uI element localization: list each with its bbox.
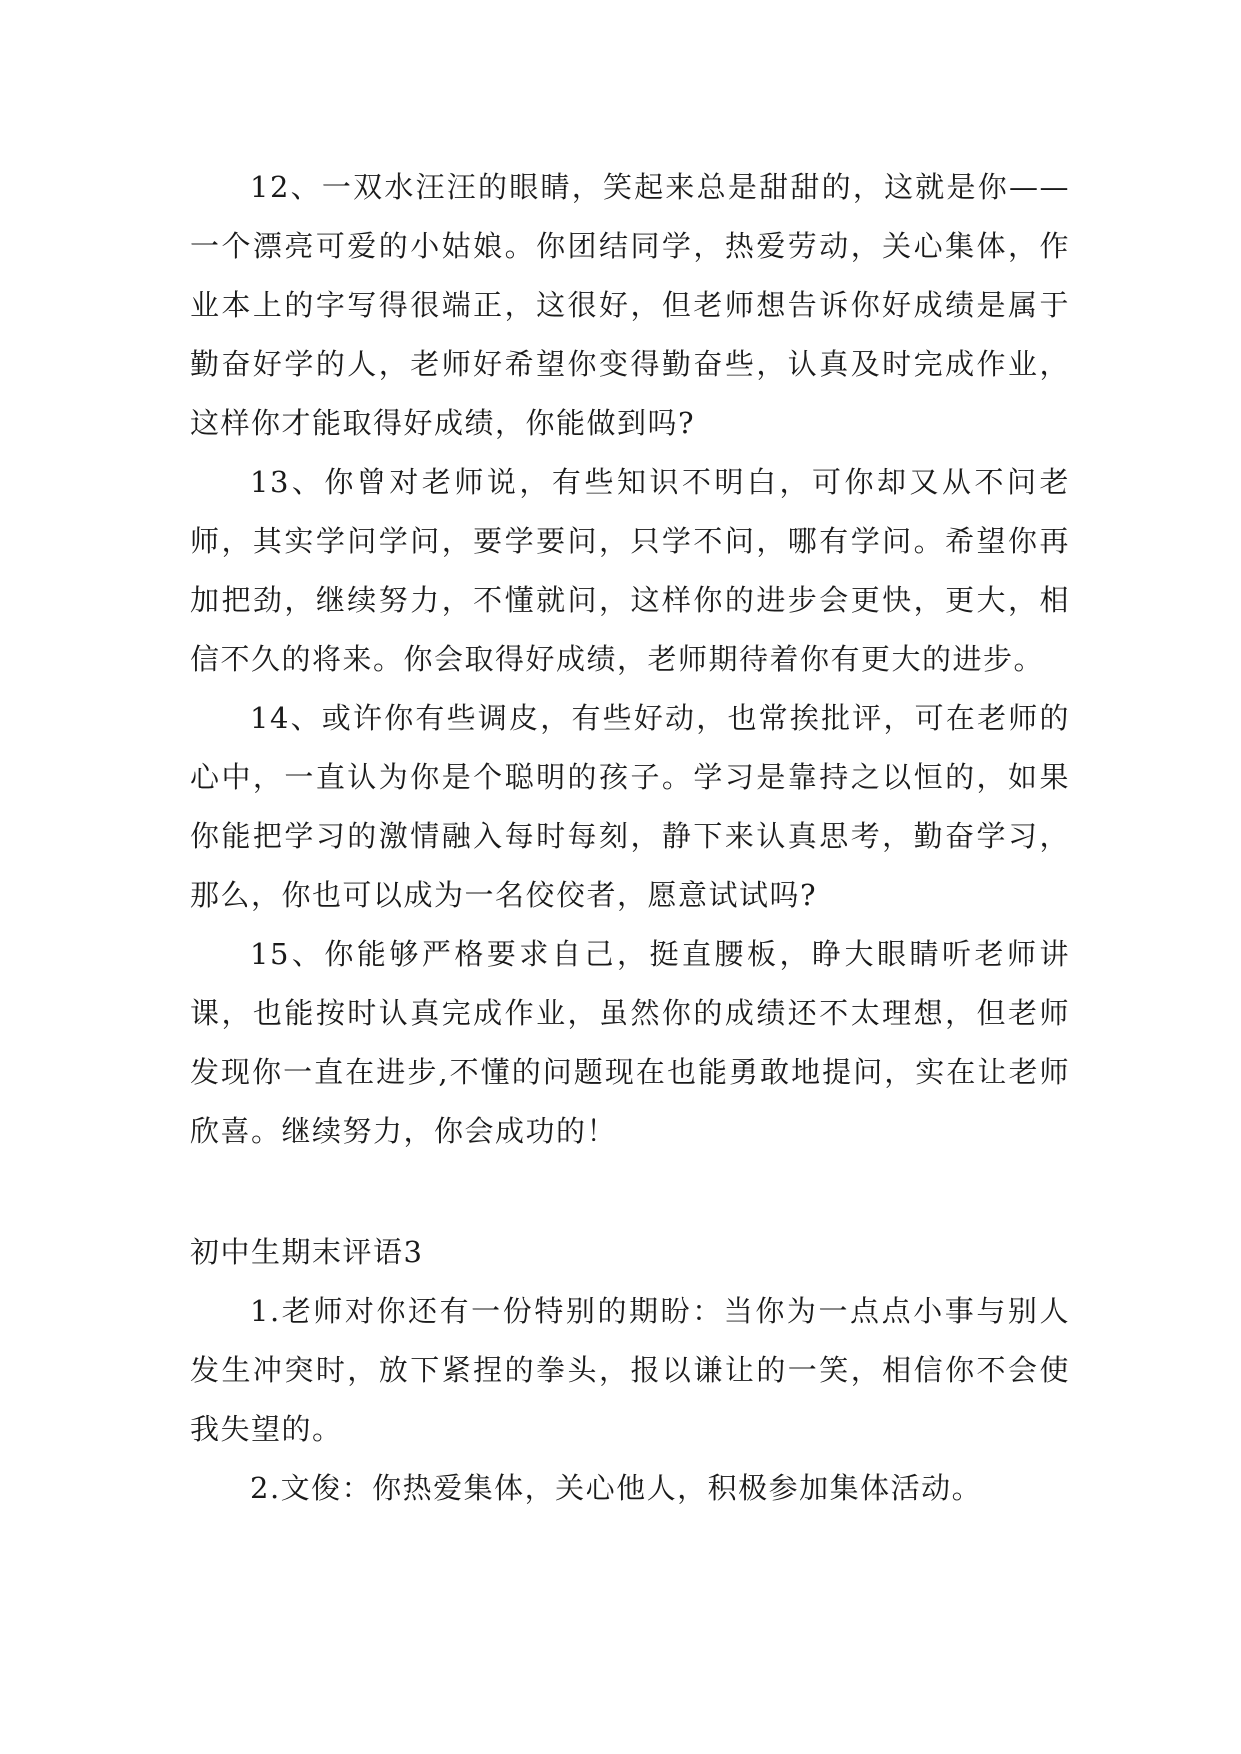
document-body — [190, 158, 1070, 1518]
comment-paragraph-1: 1.老师对你还有一份特别的期盼：当你为一点点小事与别人发生冲突时，放下紧捏的拳头，报以谦让的一笑，相信你不会使我失望的。 — [190, 1294, 1070, 1446]
comment-paragraph-14: 14、或许你有些调皮，有些好动，也常挨批评，可在老师的心中，一直认为你是个聪明的孩子。学习是靠持之以恒的，如果你能把学习的激情融入每时每刻，静下来认真思考，勤奋学习，那么，你也可以成为一名佼佼者，愿意试试吗? — [190, 701, 1070, 912]
comment-paragraph-15: 15、你能够严格要求自己，挺直腰板，睁大眼睛听老师讲课，也能按时认真完成作业，虽然你的成绩还不太理想，但老师发现你一直在进步,不懂的问题现在也能勇敢地提问，实在让老师欣喜。继续努力，你会成功的！ — [190, 937, 1070, 1148]
section-title: 初中生期末评语3 — [190, 1235, 424, 1269]
comment-paragraph-13: 13、你曾对老师说，有些知识不明白，可你却又从不问老师，其实学问学问，要学要问，只学不问，哪有学问。希望你再加把劲，继续努力，不懂就问，这样你的进步会更快，更大，相信不久的将来。你会取得好成绩，老师期待着你有更大的进步。 — [190, 465, 1070, 676]
comment-paragraph-2: 2.文俊：你热爱集体，关心他人，积极参加集体活动。 — [250, 1471, 983, 1505]
comment-paragraph-12: 12、一双水汪汪的眼睛，笑起来总是甜甜的，这就是你——一个漂亮可爱的小姑娘。你团结同学，热爱劳动，关心集体，作业本上的字写得很端正，这很好，但老师想告诉你好成绩是属于勤奋好学的人，老师好希望你变得勤奋些，认真及时完成作业，这样你才能取得好成绩，你能做到吗? — [190, 170, 1070, 440]
